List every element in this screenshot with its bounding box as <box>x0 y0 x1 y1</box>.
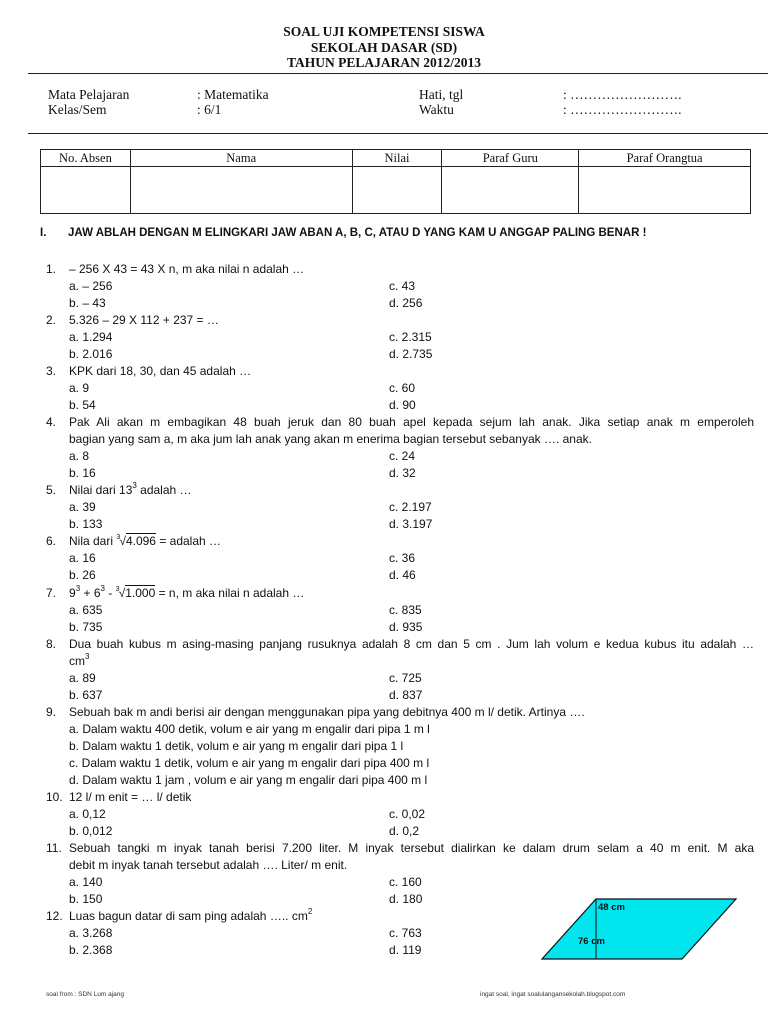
option-b[interactable]: b. 133 <box>69 517 103 531</box>
option-b[interactable]: b. 735 <box>69 620 103 634</box>
question-text: Dua buah kubus m asing-masing panjang rusuknya adalah 8 cm dan 5 cm . Jum lah volum e kedua kubus itu adalah … <box>69 637 754 651</box>
option-b[interactable]: b. 26 <box>69 568 96 582</box>
option-c[interactable]: c. 763 <box>389 926 422 940</box>
question-number: 4. <box>46 415 57 429</box>
time-label: Waktu <box>419 102 454 117</box>
option-a[interactable]: a. 39 <box>69 500 96 514</box>
question-number: 7. <box>46 586 57 600</box>
option-d[interactable]: d. 180 <box>389 892 423 906</box>
option-c[interactable]: c. 2.197 <box>389 500 432 514</box>
cube-root-expression: 3 √1.000 <box>115 586 156 600</box>
question-text: Nilai dari $13^3$ adalah … <box>69 481 192 497</box>
cube-root-expression: 3 √4.096 <box>116 534 156 548</box>
question-number: 3. <box>46 364 57 378</box>
option-d[interactable]: d. 2.735 <box>389 347 433 361</box>
question-number: 9. <box>46 705 57 719</box>
option-c[interactable]: c. Dalam waktu 1 detik, volum e air yang m engalir dari pipa 400 m l <box>69 756 430 770</box>
option-a[interactable]: a. 89 <box>69 671 96 685</box>
col-nilai: Nilai <box>352 150 442 167</box>
col-paraf-orangtua: Paraf Orangtua <box>579 150 751 167</box>
option-d[interactable]: d. 32 <box>389 466 416 480</box>
option-a[interactable]: a. 140 <box>69 875 103 889</box>
date-label: Hati, tgl <box>419 87 464 102</box>
question-text: Sebuah tangki m inyak tanah berisi 7.200 liter. M inyak tersebut dialirkan ke dalam drum selam a 40 m enit. M aka <box>69 841 754 855</box>
option-c[interactable]: c. 24 <box>389 449 416 463</box>
option-b[interactable]: b. 150 <box>69 892 103 906</box>
section-title-text: JAW ABLAH DENGAN M ELINGKARI JAW ABAN A, B, C, ATAU D YANG KAM U ANGGAP PALING BENAR ! <box>68 227 647 239</box>
option-a[interactable]: a. 1.294 <box>69 330 113 344</box>
document-header <box>0 24 768 71</box>
option-d[interactable]: d. 256 <box>389 296 423 310</box>
top-side-label: 48 cm <box>598 902 625 913</box>
option-a[interactable]: a. 8 <box>69 449 90 463</box>
class-value: : 6/1 <box>197 102 222 117</box>
question-text: – 256 X 43 = 43 X n, m aka nilai n adalah … <box>69 262 305 276</box>
question-text-continued: $cm^3$ <box>69 652 90 668</box>
option-b[interactable]: b. 54 <box>69 398 96 412</box>
option-b[interactable]: b. – 43 <box>69 296 106 310</box>
option-a[interactable]: a. – 256 <box>69 279 113 293</box>
option-d[interactable]: d. 46 <box>389 568 416 582</box>
header-school-level: SEKOLAH DASAR (SD) <box>310 39 458 55</box>
option-d[interactable]: d. 837 <box>389 688 423 702</box>
question-text: Sebuah bak m andi berisi air dengan menggunakan pipa yang debitnya 400 m l/ detik. Artinya …. <box>69 705 585 719</box>
question-text: Pak Ali akan m embagikan 48 buah jeruk dan 80 buah apel kepada sejum lah anak. Jika setiap anak m emperoleh <box>69 415 754 429</box>
option-a[interactable]: a. 16 <box>69 551 96 565</box>
option-a[interactable]: a. 0,12 <box>69 807 106 821</box>
option-c[interactable]: c. 0,02 <box>389 807 426 821</box>
option-c[interactable]: c. 36 <box>389 551 416 565</box>
option-b[interactable]: b. 0,012 <box>69 824 113 838</box>
question-number: 2. <box>46 313 57 327</box>
question-text: Luas bagun datar di sam ping adalah ….. $cm^2$ <box>69 907 313 923</box>
header-title: SOAL UJI KOMPETENSI SISWA <box>283 24 485 39</box>
cell-no-absen[interactable] <box>41 167 131 214</box>
option-b[interactable]: b. 2.368 <box>69 943 113 957</box>
col-paraf-guru: Paraf Guru <box>442 150 579 167</box>
option-c[interactable]: c. 2.315 <box>389 330 432 344</box>
col-nama: Nama <box>130 150 352 167</box>
option-c[interactable]: c. 43 <box>389 279 416 293</box>
footer-website: ingat soal, ingat soalulangansekolah.blogspot.com <box>480 991 626 998</box>
question-number: 5. <box>46 483 57 497</box>
option-b[interactable]: b. 16 <box>69 466 96 480</box>
question-number: 6. <box>46 534 57 548</box>
table-header-row <box>41 150 751 167</box>
option-b[interactable]: b. 637 <box>69 688 103 702</box>
footer-source: soal from : SDN Lum ajang <box>46 991 125 998</box>
question-text: 12 l/ m enit = … l/ detik <box>69 790 192 804</box>
question-text-continued: debit m inyak tanah tersebut adalah …. Liter/ m enit. <box>69 858 348 872</box>
date-value: : ……………………. <box>563 87 682 102</box>
cell-paraf-guru[interactable] <box>442 167 579 214</box>
question-text: Nila dari 3 √4.096 = adalah … <box>69 534 222 548</box>
header-divider-top <box>28 73 768 74</box>
option-c[interactable]: c. 160 <box>389 875 422 889</box>
option-c[interactable]: c. 60 <box>389 381 416 395</box>
option-b[interactable]: b. Dalam waktu 1 detik, volum e air yang m engalir dari pipa 1 l <box>69 739 404 753</box>
time-value: : ……………………. <box>563 102 682 117</box>
option-d[interactable]: d. 3.197 <box>389 517 433 531</box>
cell-paraf-orangtua[interactable] <box>579 167 751 214</box>
parallelogram-shape <box>542 899 736 959</box>
option-c[interactable]: c. 725 <box>389 671 422 685</box>
question-text: $9^3 + 6^3$ - 3 √1.000 = n, m aka nilai n adalah … <box>69 584 305 600</box>
cell-nama[interactable] <box>130 167 352 214</box>
option-a[interactable]: a. 9 <box>69 381 90 395</box>
table-input-row <box>41 167 751 214</box>
header-school-year: TAHUN PELAJARAN 2012/2013 <box>286 55 481 70</box>
option-d[interactable]: d. Dalam waktu 1 jam , volum e air yang m engalir dari pipa 400 m l <box>69 773 428 787</box>
question-number: 1. <box>46 262 57 276</box>
cell-nilai[interactable] <box>352 167 442 214</box>
header-divider-bottom <box>28 133 768 134</box>
option-b[interactable]: b. 2.016 <box>69 347 113 361</box>
option-c[interactable]: c. 835 <box>389 603 422 617</box>
class-label: Kelas/Sem <box>48 102 107 117</box>
section-number: I. <box>40 227 47 239</box>
option-a[interactable]: a. Dalam waktu 400 detik, volum e air yang m engalir dari pipa 1 m l <box>69 722 430 736</box>
student-identity-table <box>40 149 751 214</box>
option-a[interactable]: a. 635 <box>69 603 103 617</box>
subject-value: : Matematika <box>197 87 269 102</box>
option-d[interactable]: d. 0,2 <box>389 824 420 838</box>
question-number: 8. <box>46 637 57 651</box>
question-number: 12. <box>46 909 63 923</box>
height-label: 76 cm <box>578 936 605 947</box>
option-a[interactable]: a. 3.268 <box>69 926 113 940</box>
section-instruction <box>40 227 646 239</box>
question-text: 5.326 – 29 X 112 + 237 = … <box>69 313 219 327</box>
question-number: 11. <box>46 841 62 855</box>
question-text-continued: bagian yang sam a, m aka jum lah anak yang akan m enerima bagian tersebut sebanyak …. anak. <box>69 432 592 446</box>
option-d[interactable]: d. 935 <box>389 620 423 634</box>
option-d[interactable]: d. 119 <box>389 943 422 957</box>
question-number: 10. <box>46 790 63 804</box>
parallelogram-figure <box>540 895 740 965</box>
subject-label: Mata Pelajaran <box>48 87 130 102</box>
exponent: 3 <box>132 481 137 490</box>
option-d[interactable]: d. 90 <box>389 398 416 412</box>
col-no-absen: No. Absen <box>41 150 131 167</box>
question-text: KPK dari 18, 30, dan 45 adalah … <box>69 364 252 378</box>
